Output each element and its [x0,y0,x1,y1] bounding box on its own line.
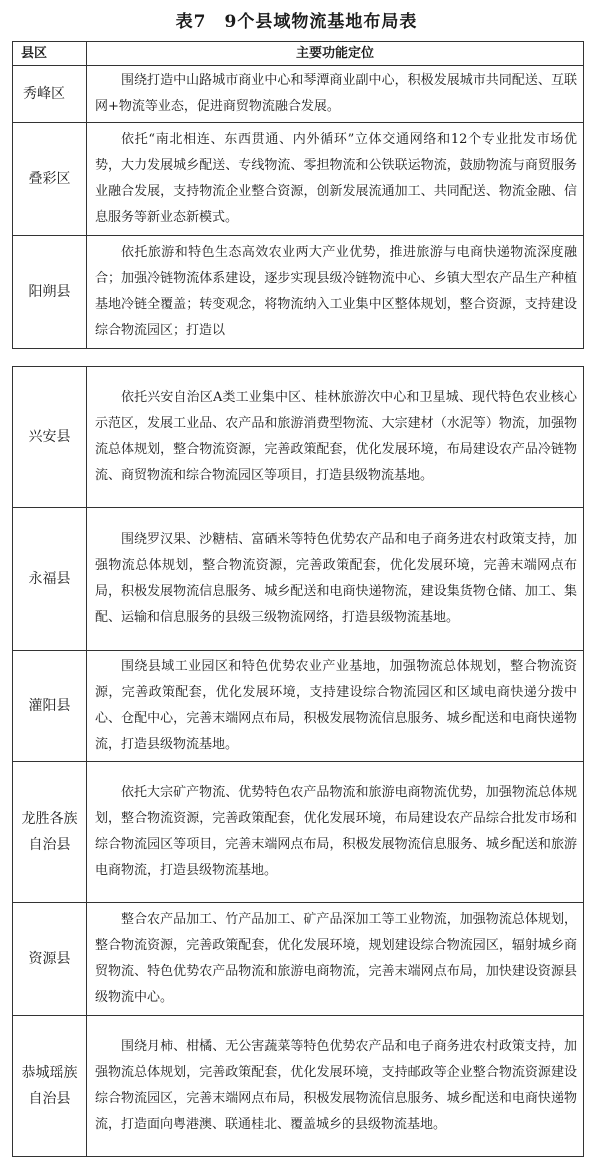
county-name: 阳朔县 [13,236,87,349]
county-description: 整合农产品加工、竹产品加工、矿产品深加工等工业物流，加强物流总体规划，整合物流资源，完善政策配套，优化发展环境，规划建设综合物流园区，辐射城乡商贸物流、特色优势农产品物流和旅游电商物流，完善末端网点布局，加快建设资源县级物流中心。 [87,903,584,1016]
county-description: 围绕罗汉果、沙糖桔、富硒米等特色优势农产品和电子商务进农村政策支持，加强物流总体规划，整合物流资源，完善政策配套，优化发展环境，完善末端网点布局，积极发展物流信息服务、城乡配送和电商快递物流，建设集货物仓储、加工、集配、运输和信息服务的县级三级物流网络，打造县级物流基地。 [87,508,584,651]
table-header-row [13,42,584,66]
table-title: 表7 9个县域物流基地布局表 [175,12,418,32]
table-row [13,1016,584,1157]
table-row [13,762,584,903]
county-description: 围绕打造中山路城市商业中心和琴潭商业副中心，积极发展城市共同配送、互联网+物流等业态，促进商贸物流融合发展。 [87,66,584,123]
county-name: 永福县 [13,508,87,651]
table-row [13,651,584,762]
county-description: 围绕月柿、柑橘、无公害蔬菜等特色优势农产品和电子商务进农村政策支持，加强物流总体规划，完善政策配套，优化发展环境，支持邮政等企业整合物流资源建设综合物流园区，完善末端网点布局，积极发展物流信息服务、城乡配送和电商快递物流，打造面向粤港澳、联通桂北、覆盖城乡的县级物流基地。 [87,1016,584,1157]
county-description: 围绕县域工业园区和特色优势农业产业基地，加强物流总体规划，整合物流资源，完善政策配套，优化发展环境，支持建设综合物流园区和区域电商快递分拨中心、仓配中心，完善末端网点布局，积极发展物流信息服务、城乡配送和电商快递物流，打造县级物流基地。 [87,651,584,762]
table-row [13,903,584,1016]
county-description: 依托“南北相连、东西贯通、内外循环”立体交通网络和12个专业批发市场优势，大力发展城乡配送、专线物流、零担物流和公铁联运物流，鼓励物流与商贸服务业融合发展，支持物流企业整合资源，创新发展流通加工、共同配送、物流金融、信息服务等新业态新模式。 [87,123,584,236]
county-logistics-table-part2 [12,366,584,1157]
table-row [13,236,584,349]
table-row [13,508,584,651]
county-name: 叠彩区 [13,123,87,236]
county-name: 龙胜各族自治县 [13,762,87,903]
county-description: 依托旅游和特色生态高效农业两大产业优势，推进旅游与电商快递物流深度融合；加强冷链物流体系建设，逐步实现县级冷链物流中心、乡镇大型农产品生产种植基地冷链全覆盖；转变观念，将物流纳入工业集中区整体规划，整合资源，支持建设综合物流园区；打造以 [87,236,584,349]
table-row [13,66,584,123]
county-description: 依托兴安自治区A类工业集中区、桂林旅游次中心和卫星城、现代特色农业核心示范区，发展工业品、农产品和旅游消费型物流、大宗建材（水泥等）物流，加强物流总体规划，整合物流资源，完善政策配套，优化发展环境，布局建设农产品冷链物流、商贸物流和综合物流园区等项目，打造县级物流基地。 [87,367,584,508]
county-name: 恭城瑶族自治县 [13,1016,87,1157]
county-name: 资源县 [13,903,87,1016]
header-county: 县区 [13,42,87,66]
county-logistics-table-part1 [12,41,584,349]
header-function: 主要功能定位 [87,42,584,66]
table-row [13,123,584,236]
county-name: 兴安县 [13,367,87,508]
table-row [13,367,584,508]
county-description: 依托大宗矿产物流、优势特色农产品物流和旅游电商物流优势，加强物流总体规划，整合物流资源，完善政策配套，优化发展环境，布局建设农产品综合批发市场和综合物流园区等项目，完善末端网点布局，积极发展物流信息服务、城乡配送和旅游电商物流，打造县级物流基地。 [87,762,584,903]
county-name: 秀峰区 [13,66,87,123]
county-name: 灌阳县 [13,651,87,762]
